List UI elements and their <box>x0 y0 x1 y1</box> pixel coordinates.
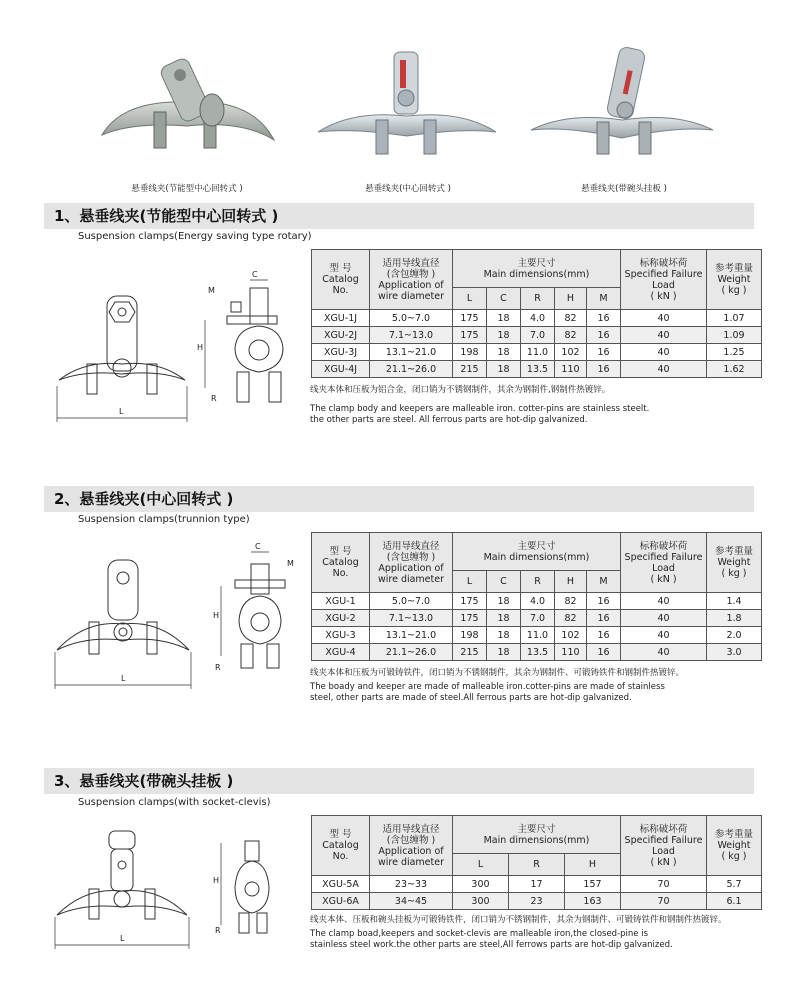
section-title: 3、悬垂线夹(带碗头挂板 ) <box>54 772 234 790</box>
section-note: 线夹本体、压板和碗头挂板为可锻铸铁件，闭口销为不锈钢制件，其余为钢制件、可锻铸铁件和钢制件热镀锌。 The clamp boad,keepers and socket-clevis are malleable iron,the closed-pine is stainless steel work.the other parts are steel,All ferrows parts are hot-dip galvanized. <box>310 915 727 950</box>
spec-table-section-2: 型 号 Catalog No. 适用导线直径 (含包缠物 ) Application of wire diameter 主要尺寸 Main dimensions(mm) 标称破坏荷 Specified Failure Load ( kN ) 参考重量 Weight ( kg ) L C R H M XGU-1 5.0~7.0 175 18 4.0 82 16 40 1.4 XGU-2 7.1~13.0 175 18 7.0 82 16 40 1.8 XGU-3 13.1~21.0 198 18 11.0 102 16 40 2.0 XGU-4 21.1~26.0 215 18 13.5 110 16 40 3.0 <box>311 532 762 661</box>
product-photo-trunnion <box>312 40 502 170</box>
table-row: XGU-2J 7.1~13.0 175 18 7.0 82 16 40 1.09 <box>312 327 762 344</box>
dim-label-l: L <box>121 674 126 683</box>
dim-label-m: M <box>287 559 294 568</box>
dim-label-h: H <box>213 611 220 620</box>
product-photo-energy-saving <box>92 40 282 170</box>
table-row: XGU-2 7.1~13.0 175 18 7.0 82 16 40 1.8 <box>312 610 762 627</box>
dim-label-h: H <box>213 876 220 885</box>
table-row: XGU-5A 23~33 300 17 157 70 5.7 <box>312 876 762 893</box>
dim-label-c: C <box>255 542 261 551</box>
technical-drawing-section-3 <box>45 825 310 959</box>
section-title: 2、悬垂线夹(中心回转式 ) <box>54 490 234 508</box>
section-title: 1、悬垂线夹(节能型中心回转式 ) <box>54 207 279 225</box>
section-note: 线夹本体和压板为可锻铸铁件，闭口销为不锈钢制件，其余为钢制件、可锻铸铁件和钢制件热镀锌。 The boady and keeper are made of malleable iron.cotter-pins are made of stainless steel, other parts are made of steel.All ferrous parts are hot-dip galvanized. <box>310 668 685 703</box>
dim-label-r: R <box>215 926 221 935</box>
section-note: 线夹本体和压板为铝合金，闭口销为不锈钢制件，其余为钢制件,钢制件热镀锌。 The clamp body and keepers are malleable iron. cotter-pins are stainless steelt. the other parts are steel. All ferrous parts are hot-dip galvanized. <box>310 385 650 425</box>
technical-drawing-section-2 <box>45 540 310 699</box>
table-row: XGU-4J 21.1~26.0 215 18 13.5 110 16 40 1.62 <box>312 361 762 378</box>
spec-table-section-1: 型 号 Catalog No. 适用导线直径 (含包缠物 ) Application of wire diameter 主要尺寸 Main dimensions(mm) 标称破坏荷 Specified Failure Load ( kN ) 参考重量 Weight ( kg ) L C R H M XGU-1J 5.0~7.0 175 18 4.0 82 16 40 1.07 XGU-2J 7.1~13.0 175 18 7.0 82 16 40 1.09 XGU-3J 13.1~21.0 198 18 11.0 102 16 40 1.25 XGU-4J 21.1~26.0 215 18 13.5 110 16 40 1.62 <box>311 249 762 378</box>
section-subtitle: Suspension clamps(Energy saving type rotary) <box>78 231 312 242</box>
dim-label-l: L <box>120 934 125 943</box>
table-row: XGU-1J 5.0~7.0 175 18 4.0 82 16 40 1.07 <box>312 310 762 327</box>
dim-label-c: C <box>252 270 258 279</box>
technical-drawing-section-1 <box>45 268 310 437</box>
table-row: XGU-4 21.1~26.0 215 18 13.5 110 16 40 3.0 <box>312 644 762 661</box>
spec-table-section-3: 型 号 Catalog No. 适用导线直径 (含包缠物 ) Application of wire diameter 主要尺寸 Main dimensions(mm) 标称破坏荷 Specified Failure Load ( kN ) 参考重量 Weight ( kg ) L R H XGU-5A 23~33 300 17 157 70 5.7 XGU-6A 34~45 300 23 163 70 6.1 <box>311 815 762 910</box>
table-row: XGU-1 5.0~7.0 175 18 4.0 82 16 40 1.4 <box>312 593 762 610</box>
photo-caption: 悬垂线夹(中心回转式 ) <box>365 184 451 194</box>
table-row: XGU-6A 34~45 300 23 163 70 6.1 <box>312 893 762 910</box>
table-row: XGU-3J 13.1~21.0 198 18 11.0 102 16 40 1.25 <box>312 344 762 361</box>
photo-caption: 悬垂线夹(带碗头挂板 ) <box>581 184 667 194</box>
dim-label-l: L <box>119 407 124 416</box>
dim-label-m: M <box>208 286 215 295</box>
product-photo-socket-clevis <box>527 40 717 170</box>
photo-caption: 悬垂线夹(节能型中心回转式 ) <box>131 184 243 194</box>
table-row: XGU-3 13.1~21.0 198 18 11.0 102 16 40 2.0 <box>312 627 762 644</box>
dim-label-h: H <box>197 343 204 352</box>
section-subtitle: Suspension clamps(trunnion type) <box>78 514 250 525</box>
dim-label-r: R <box>215 663 221 672</box>
dim-label-r: R <box>211 394 217 403</box>
section-subtitle: Suspension clamps(with socket-clevis) <box>78 797 271 808</box>
